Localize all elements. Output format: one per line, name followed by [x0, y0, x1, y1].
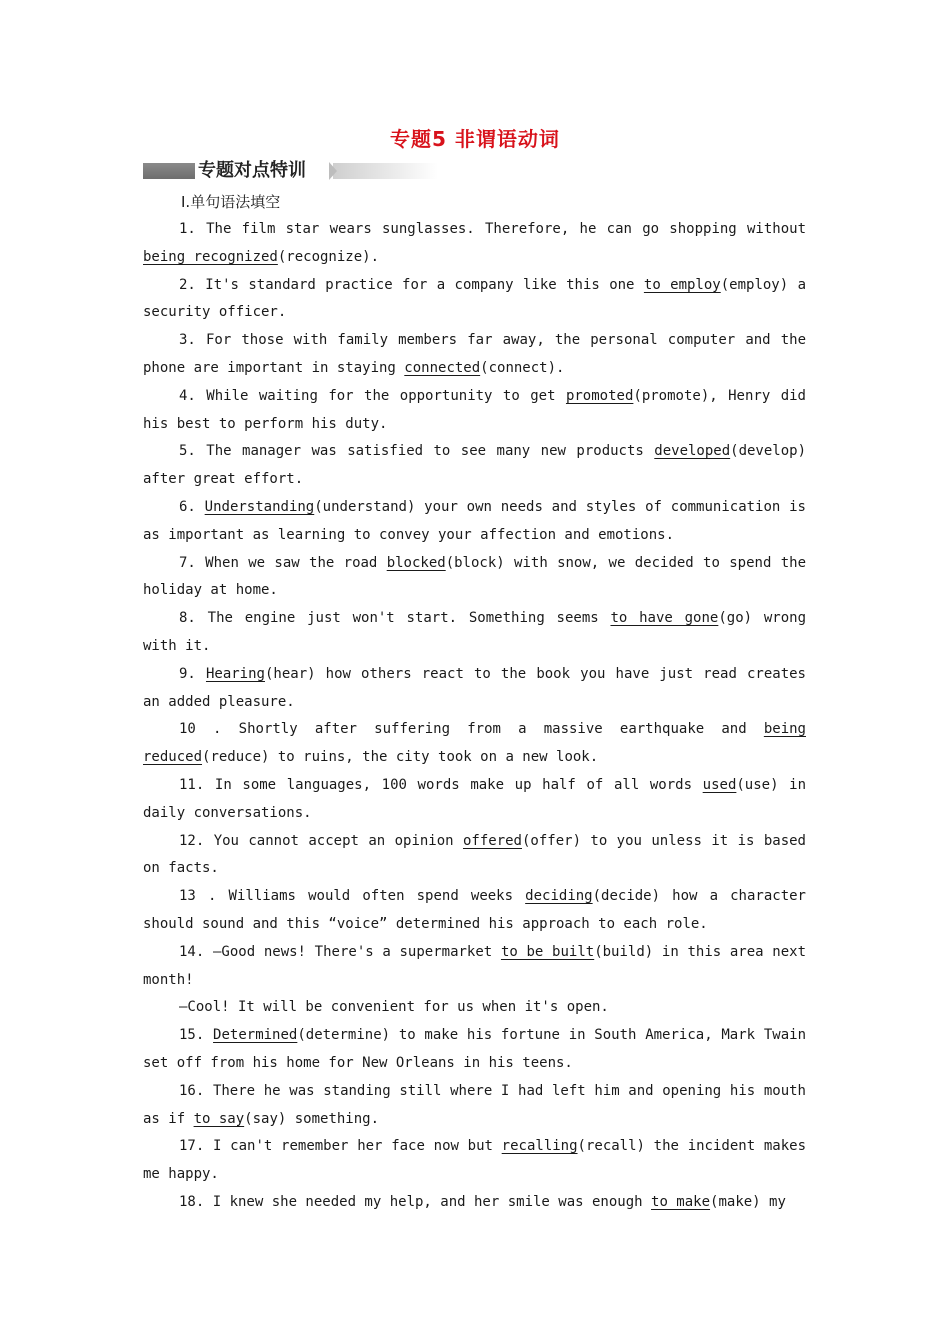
answer-blank: offered [462, 832, 522, 849]
banner-fade-bar [333, 163, 438, 179]
question-text: 13 . Williams would often spend weeks [179, 888, 526, 905]
question-item [143, 772, 806, 828]
answer-blank: to employ [643, 276, 721, 293]
question-hint: (make) my [710, 1193, 786, 1210]
answer-blank: blocked [386, 554, 446, 571]
banner-label: 专题对点特训 [195, 160, 310, 181]
question-item [143, 994, 806, 1022]
question-item [143, 828, 806, 884]
question-item [143, 1078, 806, 1134]
question-item [143, 438, 806, 494]
question-item [143, 383, 806, 439]
question-item [143, 939, 806, 995]
question-text: 18. I knew she needed my help, and her smile was enough [179, 1193, 652, 1210]
question-item [143, 1133, 806, 1189]
question-hint: (build) in this area next month! [143, 943, 807, 988]
question-hint: (determine) to make his fortune in South America, Mark Twain set off from his home for New Orleans in his teens. [143, 1027, 806, 1071]
question-list [143, 216, 806, 1217]
answer-blank: to say [193, 1110, 245, 1127]
answer-blank: being recognized [143, 248, 278, 265]
question-text: —Cool! It will be convenient for us when it's open. [179, 999, 609, 1016]
question-item [143, 716, 806, 772]
question-hint: (go) wrong with it. [143, 610, 806, 654]
question-hint: (understand) your own needs and styles of communication is as important as learning to convey your affection and emotions. [143, 498, 806, 543]
question-text: 1. The film star wears sunglasses. Therefore, he can go shopping without [179, 221, 806, 237]
answer-blank: Understanding [204, 498, 315, 515]
question-item [143, 605, 806, 661]
question-hint: (connect). [480, 359, 565, 376]
question-hint: (promote), Henry did his best to perform his duty. [143, 387, 806, 432]
question-item [143, 883, 806, 939]
question-text: 10 . Shortly after suffering from a massive earthquake and [179, 721, 764, 738]
question-hint: (reduce) to ruins, the city took on a new look. [202, 749, 599, 766]
section-heading: Ⅰ.单句语法填空 [181, 193, 281, 211]
page-title: 专题5 非谓语动词 [390, 127, 560, 151]
answer-blank: promoted [565, 387, 634, 404]
question-text: 7. When we saw the road [179, 554, 387, 571]
answer-blank: developed [654, 443, 731, 460]
question-text: 6. [179, 498, 205, 515]
answer-blank: connected [404, 359, 481, 376]
question-hint: (hear) how others react to the book you have just read creates an added pleasure. [143, 665, 806, 710]
question-item [143, 327, 806, 383]
question-text: 16. There he was standing still where I had left him and opening his mouth as if [143, 1082, 806, 1127]
question-text: 5. The manager was satisfied to see many new products [179, 443, 655, 460]
question-text: 4. While waiting for the opportunity to get [179, 387, 566, 404]
question-item [143, 661, 806, 717]
question-item [143, 494, 806, 550]
question-hint: (recall) the incident makes me happy. [143, 1138, 806, 1183]
answer-blank: deciding [525, 888, 593, 905]
question-hint: (say) something. [244, 1110, 380, 1127]
answer-blank: to be built [500, 943, 595, 960]
question-text: 2. It's standard practice for a company like this one [179, 276, 644, 293]
question-hint: (develop) after great effort. [143, 443, 806, 488]
question-hint: (offer) to you unless it is based on facts. [143, 832, 806, 877]
question-text: 17. I can't remember her face now but [179, 1138, 502, 1155]
question-text: 15. [179, 1027, 214, 1044]
question-item [143, 1189, 806, 1217]
question-hint: (recognize). [277, 248, 380, 265]
section-banner [143, 160, 438, 181]
banner-dark-bar [143, 163, 195, 179]
question-item [143, 550, 806, 606]
banner-arrow-icon [329, 162, 337, 180]
question-hint: (block) with snow, we decided to spend the holiday at home. [143, 554, 806, 599]
answer-blank: to make [651, 1193, 711, 1210]
answer-blank: being reduced [143, 721, 806, 766]
question-text: 3. For those with family members far away, the personal computer and the phone are important in staying [143, 332, 806, 376]
question-item [143, 1022, 806, 1078]
question-hint: (employ) a security officer. [143, 276, 806, 321]
question-text: 9. [179, 665, 206, 682]
answer-blank: Determined [213, 1027, 298, 1044]
question-text: 8. The engine just won't start. Something seems [179, 610, 611, 627]
answer-blank: Hearing [205, 665, 265, 682]
question-item [143, 216, 806, 272]
answer-blank: recalling [501, 1138, 578, 1155]
question-text: 11. In some languages, 100 words make up half of all words [179, 776, 703, 793]
answer-blank: used [702, 776, 737, 793]
question-hint: (decide) how a character should sound and this “voice” determined his approach to each role. [143, 888, 806, 932]
question-hint: (use) in daily conversations. [143, 776, 807, 821]
question-item [143, 272, 806, 328]
answer-blank: to have gone [610, 610, 719, 627]
question-text: 12. You cannot accept an opinion [179, 832, 463, 849]
question-text: 14. —Good news! There's a supermarket [179, 943, 501, 960]
